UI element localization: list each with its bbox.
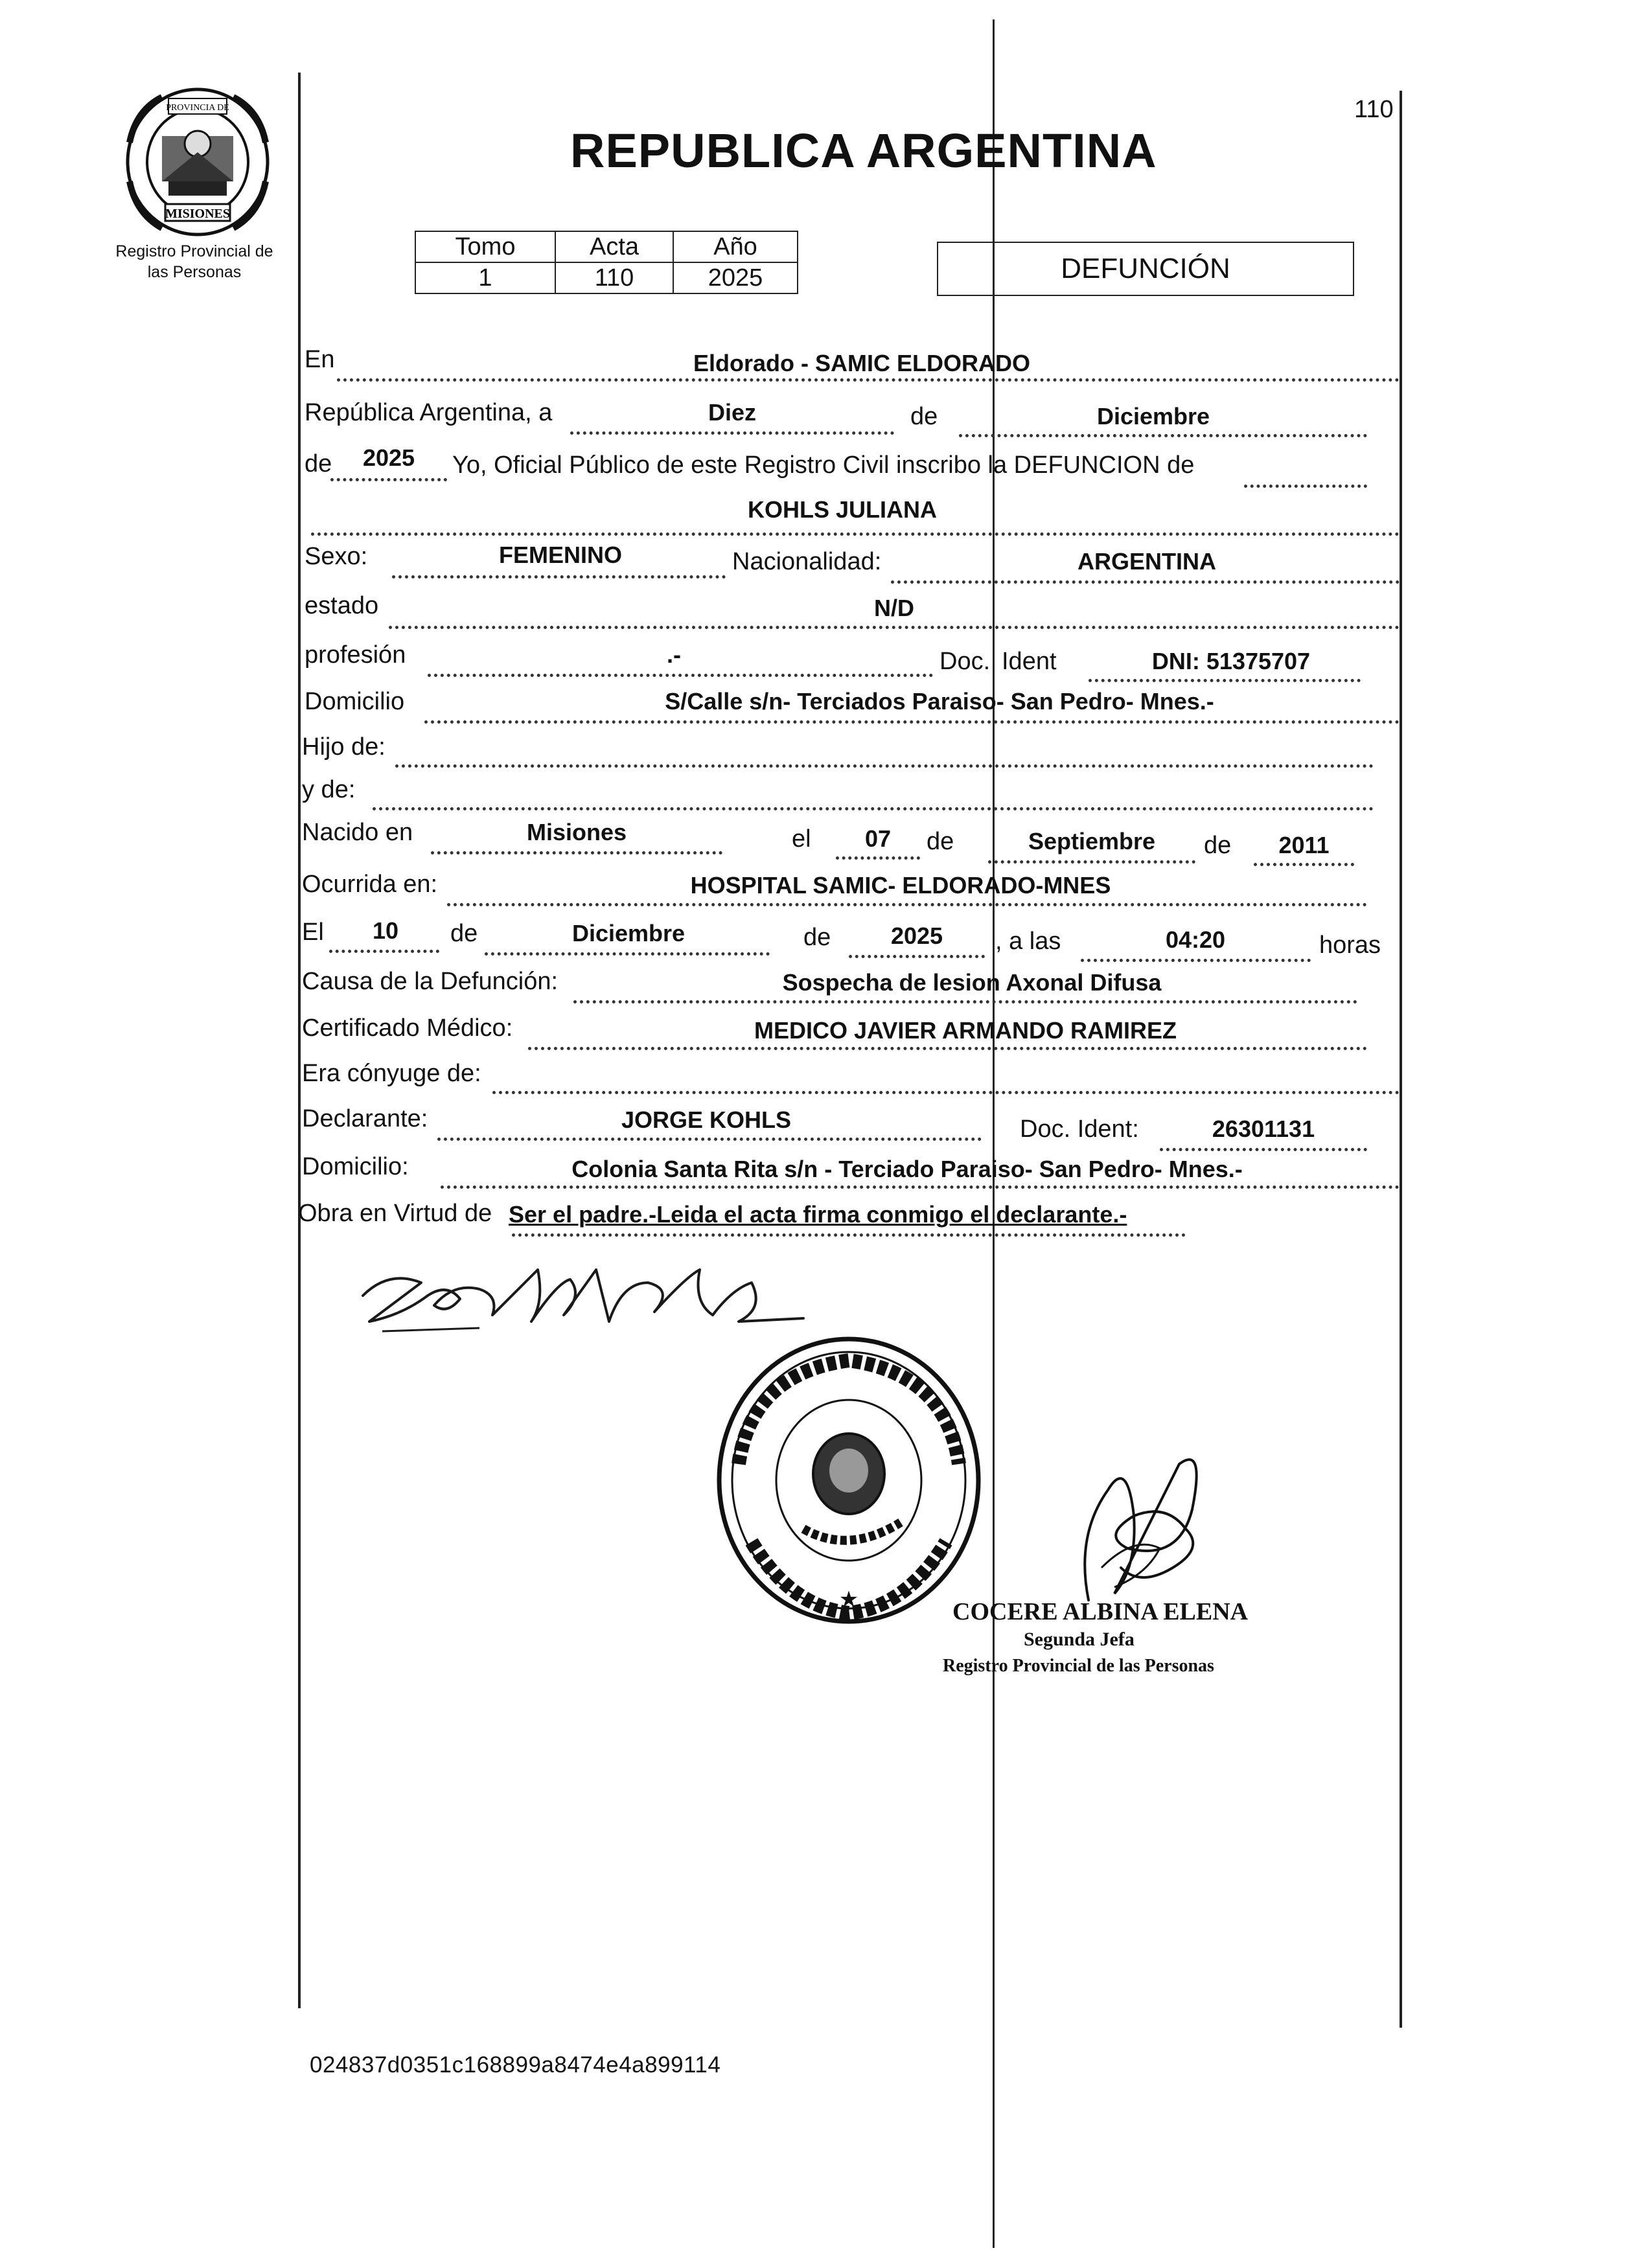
republica-label: República Argentina, a [305, 399, 553, 426]
nacionalidad-value: ARGENTINA [1078, 548, 1216, 575]
provincial-seal-icon [123, 84, 272, 240]
officer-text: Yo, Oficial Público de este Registro Civil inscribo la DEFUNCION de [452, 452, 1195, 479]
estado-line [389, 626, 1400, 629]
sexo-line [392, 575, 726, 578]
birth-day-value: 07 [864, 825, 892, 852]
birth-day-line [836, 856, 920, 860]
nacionalidad-line [891, 580, 1400, 584]
document-hash: 024837d0351c168899a8474e4a899114 [310, 2052, 721, 2078]
declarante-doc-line [1160, 1148, 1367, 1151]
birth-month-value: Septiembre [1028, 828, 1156, 854]
anio-value: 2025 [673, 262, 798, 293]
left-margin-line [298, 73, 301, 2008]
hijo-line [395, 764, 1374, 768]
profesion-line [428, 674, 933, 677]
de-label-3: de [927, 828, 954, 855]
domicilio-value: S/Calle s/n- Terciados Paraiso- San Pedro- Mnes.- [665, 688, 1214, 715]
estado-label: estado [305, 592, 379, 619]
de-label-5: de [450, 920, 478, 947]
birth-year-value: 2011 [1278, 832, 1330, 858]
hijo-label: Hijo de: [302, 733, 386, 761]
officer-tail-line [1244, 485, 1367, 488]
death-month-line [485, 952, 770, 956]
de-label-4: de [1204, 832, 1232, 859]
declarante-doc-value: 26301131 [1212, 1116, 1315, 1142]
obra-line [512, 1233, 1186, 1237]
right-margin-line [1400, 91, 1402, 2028]
volume-table-value-row [415, 262, 798, 293]
conyuge-label: Era cónyuge de: [302, 1060, 481, 1087]
tomo-header: Tomo [415, 231, 555, 262]
year-value: 2025 [362, 444, 415, 471]
declarante-value: JORGE KOHLS [621, 1106, 792, 1133]
page-number: 110 [1354, 96, 1394, 123]
death-year-line [849, 955, 985, 958]
causa-line [573, 1000, 1357, 1003]
month-line [959, 434, 1367, 437]
official-signature [1050, 1438, 1225, 1607]
ocurrida-value: HOSPITAL SAMIC- ELDORADO-MNES [690, 872, 1111, 899]
birth-month-line [988, 860, 1195, 864]
sexo-value: FEMENINO [498, 542, 622, 568]
official-name: COCERE ALBINA ELENA [952, 1598, 1249, 1625]
official-stamp [713, 1334, 985, 1626]
domicilio2-line [441, 1186, 1400, 1189]
obra-value: Ser el padre.-Leida el acta firma conmigo el declarante.- [509, 1201, 1127, 1228]
acta-header: Acta [555, 231, 673, 262]
ocurrida-label: Ocurrida en: [302, 871, 438, 898]
en-label: En [305, 346, 335, 373]
registry-label [97, 241, 292, 282]
yde-line [373, 807, 1374, 810]
death-month-value: Diciembre [571, 920, 686, 946]
page-title: REPUBLICA ARGENTINA [570, 124, 1157, 178]
nacionalidad-label: Nacionalidad: [732, 548, 882, 575]
profesion-label: profesión [305, 641, 406, 669]
domicilio2-label: Domicilio: [302, 1153, 409, 1180]
declarante-line [437, 1138, 982, 1141]
volume-table [415, 231, 798, 294]
registry-label-line2: las Personas [147, 263, 242, 281]
domicilio-line [424, 720, 1400, 724]
death-time-value: 04:20 [1165, 926, 1226, 953]
de-label-2: de [305, 450, 332, 477]
place-value: Eldorado - SAMIC ELDORADO [693, 350, 1030, 376]
seal-text-bottom: MISIONES [165, 207, 231, 221]
yde-label: y de: [302, 776, 356, 803]
death-day-line [329, 950, 439, 953]
registry-label-line1: Registro Provincial de [115, 242, 273, 260]
domicilio2-value: Colonia Santa Rita s/n - Terciado Paraiso- San Pedro- Mnes.- [571, 1156, 1243, 1182]
ident-label: Ident [1002, 648, 1057, 675]
el-label: el [792, 825, 811, 853]
anio-header: Año [673, 231, 798, 262]
sexo-label: Sexo: [305, 543, 368, 570]
obra-label: Obra en Virtud de [298, 1200, 492, 1227]
declarant-signature [350, 1244, 816, 1341]
causa-label: Causa de la Defunción: [302, 968, 559, 995]
official-role: Segunda Jefa [1024, 1629, 1135, 1650]
de-label-1: de [910, 403, 938, 430]
birth-year-line [1254, 863, 1354, 866]
year-line [330, 478, 447, 481]
causa-value: Sospecha de lesion Axonal Difusa [782, 969, 1162, 996]
nacido-label: Nacido en [302, 819, 413, 846]
doc-ident-label: Doc. Ident: [1020, 1116, 1139, 1143]
de-label-6: de [803, 924, 831, 951]
nacido-line [431, 851, 722, 854]
day-words-line [570, 431, 894, 435]
declarante-label: Declarante: [302, 1105, 428, 1132]
seal-text-top: PROVINCIA DE [166, 103, 229, 113]
death-time-line [1081, 959, 1311, 962]
death-day-value: 10 [372, 917, 399, 944]
volume-table-header-row [415, 231, 798, 262]
place-line [337, 378, 1400, 382]
certificado-label: Certificado Médico: [302, 1014, 513, 1042]
certificado-line [528, 1047, 1367, 1050]
day-words-value: Diez [708, 399, 757, 426]
acta-value: 110 [555, 262, 673, 293]
certificado-value: MEDICO JAVIER ARMANDO RAMIREZ [754, 1017, 1177, 1044]
deceased-name-value: KOHLS JULIANA [747, 496, 937, 523]
deceased-name-line [311, 533, 1400, 536]
estado-value: N/D [874, 595, 914, 621]
death-year-value: 2025 [890, 922, 943, 949]
tomo-value: 1 [415, 262, 555, 293]
conyuge-line [492, 1091, 1400, 1094]
dni-line [1089, 679, 1361, 682]
horas-label: horas [1319, 932, 1381, 959]
el2-label: El [302, 919, 324, 946]
doc-label: Doc. [939, 648, 991, 675]
svg-text:★: ★ [838, 1587, 859, 1612]
domicilio-label: Domicilio [305, 688, 405, 715]
alas-label: , a las [995, 928, 1061, 955]
ocurrida-line [447, 903, 1367, 906]
dni-value: DNI: 51375707 [1151, 648, 1311, 674]
profesion-value: .- [667, 641, 681, 668]
official-office: Registro Provincial de las Personas [943, 1656, 1214, 1676]
document-type-box: DEFUNCIÓN [937, 242, 1354, 296]
month-value: Diciembre [1096, 403, 1210, 430]
nacido-value: Misiones [526, 819, 627, 845]
